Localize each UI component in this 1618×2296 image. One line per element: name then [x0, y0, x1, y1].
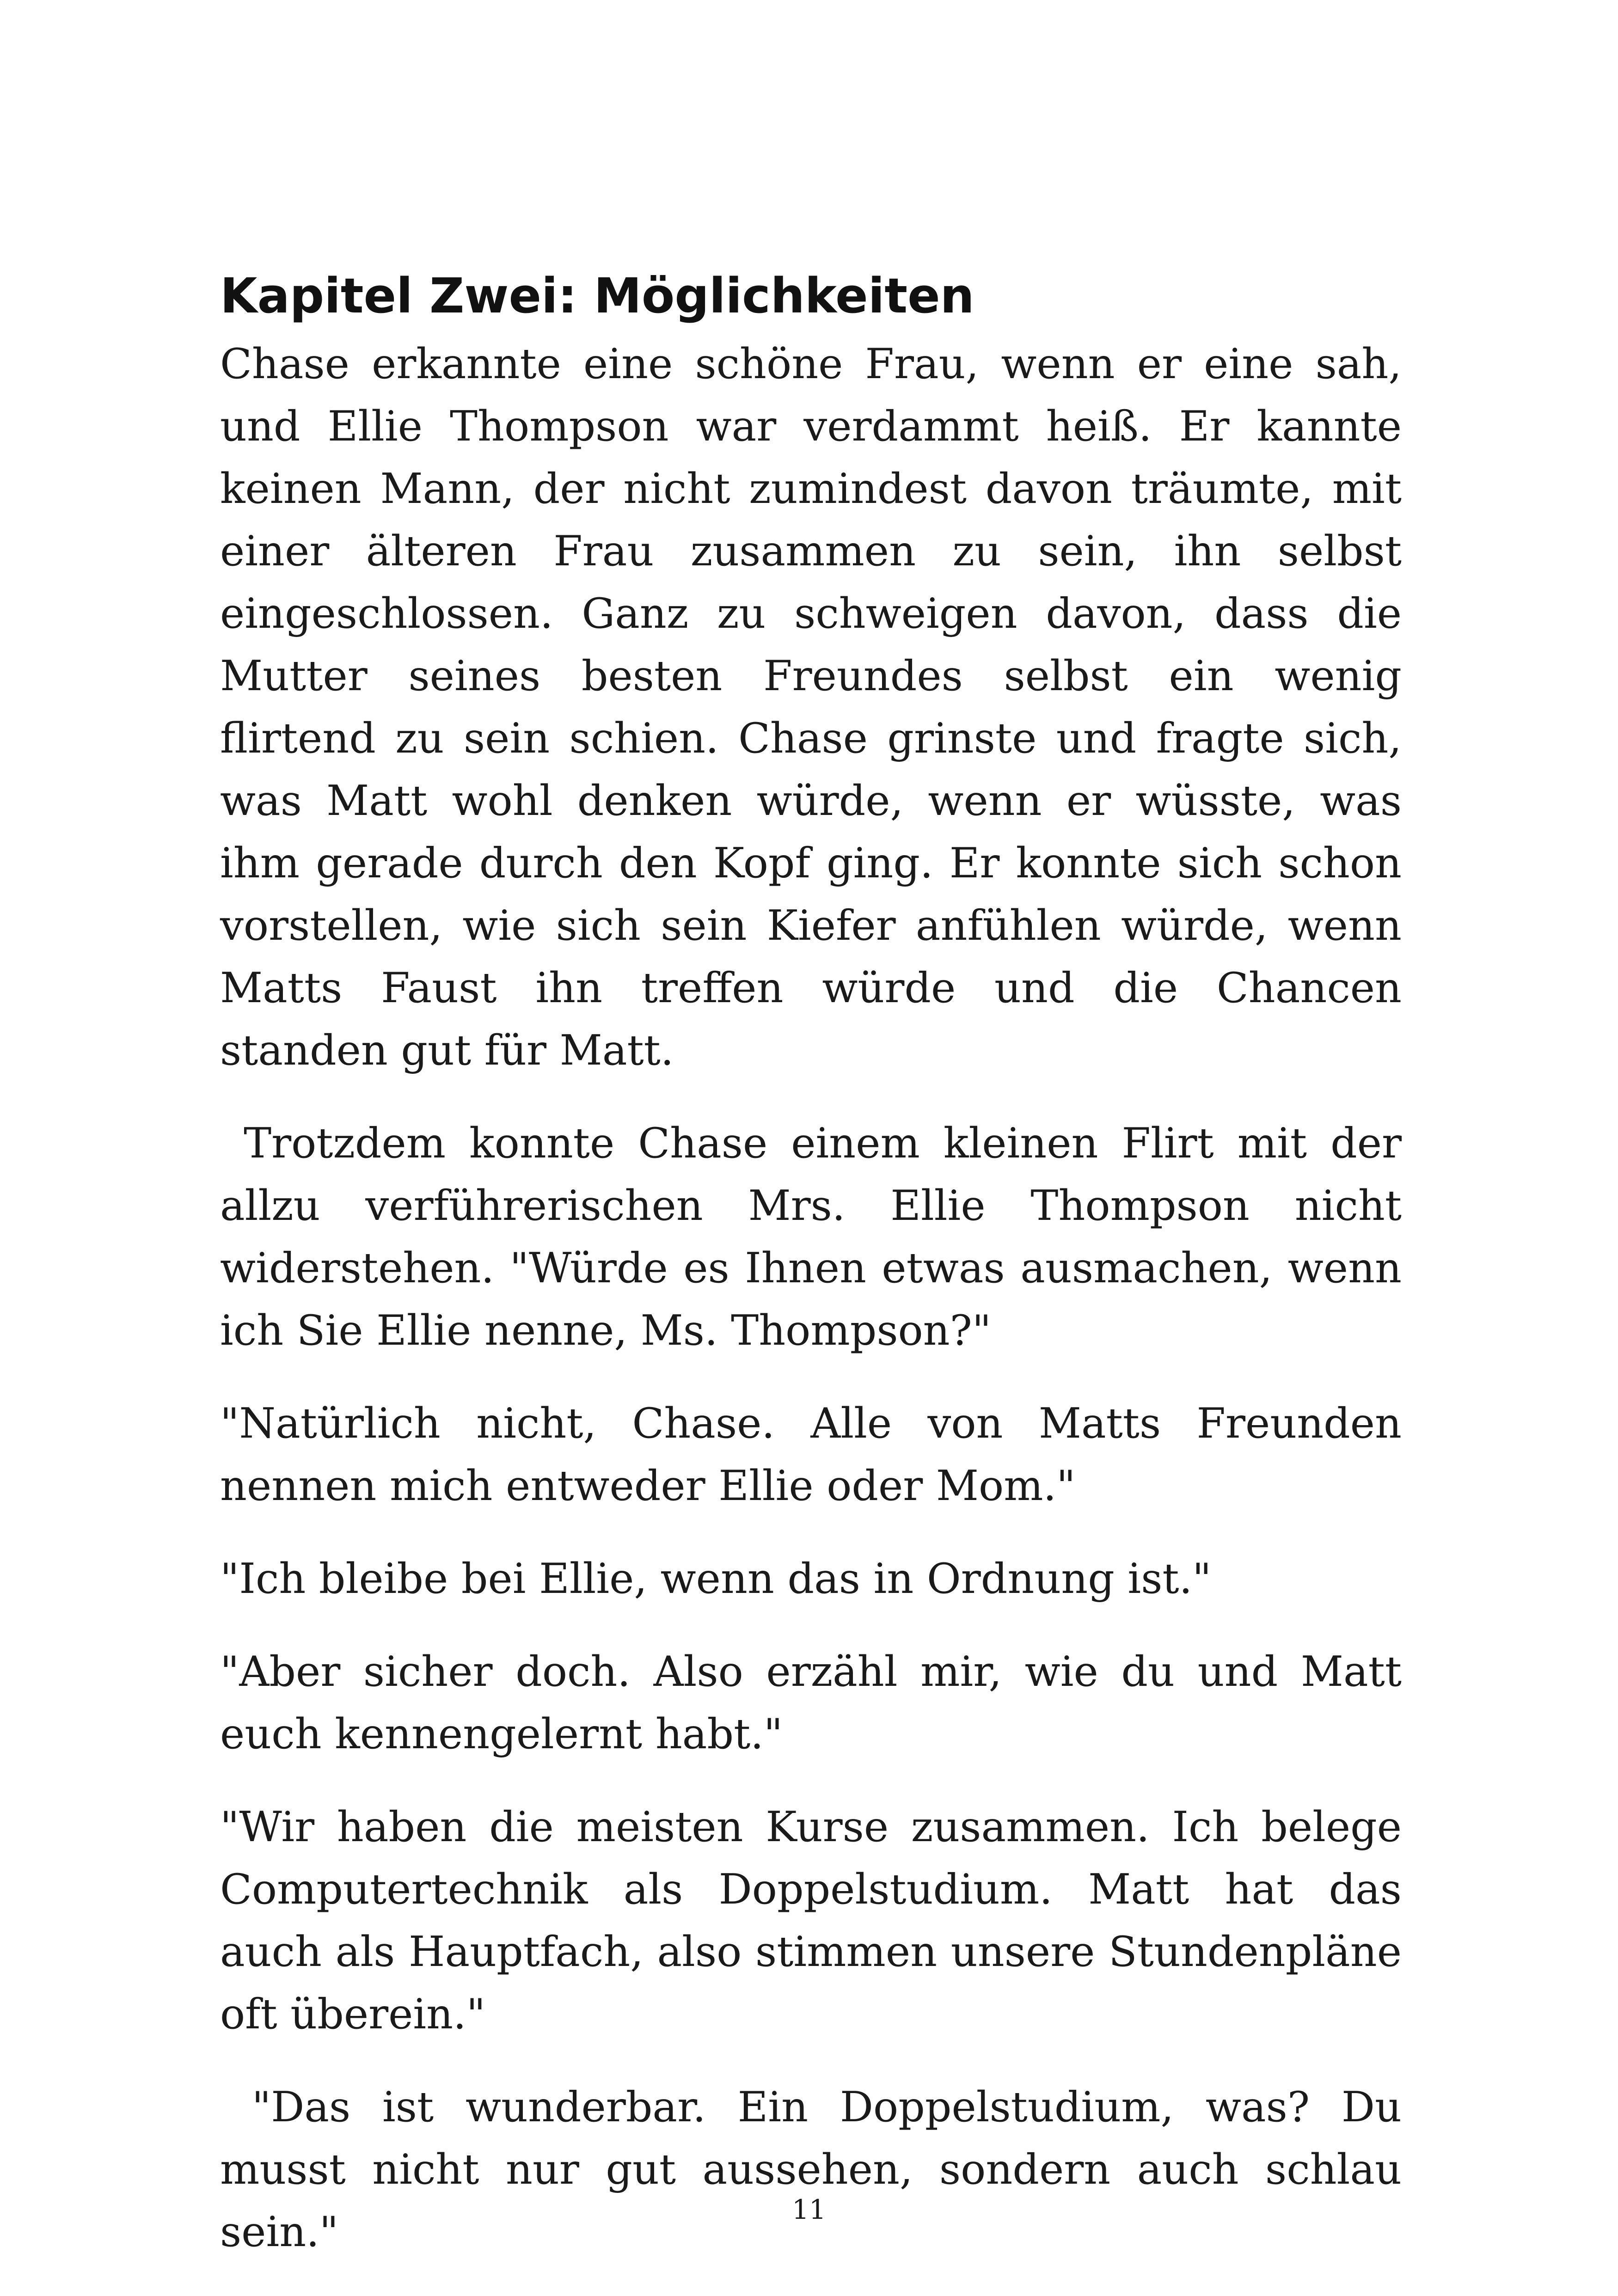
paragraph-6: "Wir haben die meisten Kurse zusammen. Ich belege Computertechnik als Doppelstudium. Matt hat das auch als Hauptfach, also stimmen unsere Stundenpläne oft überein."	[220, 1803, 1402, 2039]
paragraph-7: "Das ist wunderbar. Ein Doppelstudium, was? Du musst nicht nur gut aussehen, sondern auch schlau sein."	[220, 2083, 1415, 2256]
paragraph-5: "Aber sicher doch. Also erzähl mir, wie du und Matt euch kennengelernt habt."	[220, 1647, 1402, 1758]
book-page-body	[220, 259, 1415, 2294]
paragraph-3: "Natürlich nicht, Chase. Alle von Matts Freunden nennen mich entweder Ellie oder Mom."	[220, 1399, 1402, 1510]
paragraph-4: "Ich bleibe bei Ellie, wenn das in Ordnung ist."	[220, 1555, 1212, 1603]
paragraph-1: Chase erkannte eine schöne Frau, wenn er eine sah, und Ellie Thompson war verdammt heiß. Er kannte keinen Mann, der nicht zumindest davon träumte, mit einer älteren Frau zusammen zu sein, ihn selbst eingeschlossen. Ganz zu schweigen davon, dass die Mutter seines besten Freundes selbst ein wenig flirtend zu sein schien. Chase grinste und fragte sich, was Matt wohl denken würde, wenn er wüsste, was ihm gerade durch den Kopf ging. Er konnte sich schon vorstellen, wie sich sein Kiefer anfühlen würde, wenn Matts Faust ihn treffen würde und die Chancen standen gut für Matt.	[220, 340, 1402, 1075]
chapter-title: Kapitel Zwei: Möglichkeiten	[220, 268, 974, 324]
paragraph-2: Trotzdem konnte Chase einem kleinen Flirt mit der allzu verführerischen Mrs. Ellie Thompson nicht widerstehen. "Würde es Ihnen etwas ausmachen, wenn ich Sie Ellie nenne, Ms. Thompson?"	[220, 1119, 1415, 1355]
page-number: 11	[792, 2194, 826, 2225]
